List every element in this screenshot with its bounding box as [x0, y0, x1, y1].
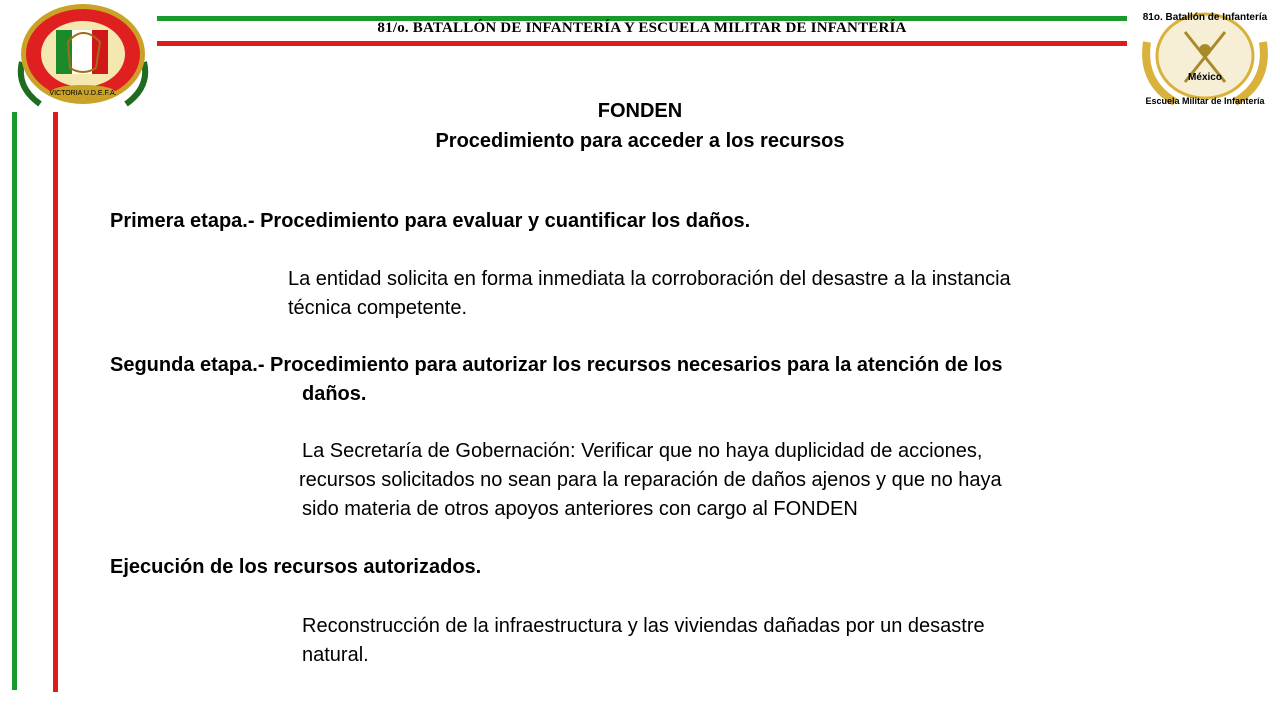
svg-text:VICTORIA U.D.E.F.A.: VICTORIA U.D.E.F.A. [49, 90, 117, 97]
first-stage-body-line-1: La entidad solicita en forma inmediata la corroboración del desastre a la instancia [288, 268, 1011, 290]
page-title: FONDEN [597, 100, 683, 122]
right-battalion-logo [1135, 2, 1275, 110]
second-stage-body-line-3: sido materia de otros apoyos anteriores con cargo al FONDEN [302, 498, 858, 520]
execution-heading: Ejecución de los recursos autorizados. [110, 556, 482, 578]
svg-text:México: México [1188, 72, 1222, 83]
execution-body-line-1: Reconstrucción de la infraestructura y las viviendas dañadas por un desastre [302, 615, 985, 637]
second-stage-body-line-2: recursos solicitados no sean para la reparación de daños ajenos y que no haya [299, 469, 1002, 491]
page-subtitle: Procedimiento para acceder a los recursos [435, 130, 845, 152]
svg-text:81o. Batallón de Infantería: 81o. Batallón de Infantería [1142, 12, 1268, 23]
first-stage-body-line-2: técnica competente. [288, 297, 467, 319]
left-red-bar [53, 112, 58, 692]
svg-text:Escuela Militar de Infantería: Escuela Militar de Infantería [1145, 96, 1265, 106]
header-title: 81/o. BATALLÓN DE INFANTERÍA Y ESCUELA MILITAR DE INFANTERÍA [377, 20, 907, 36]
left-emblem-logo [8, 2, 158, 114]
execution-body-line-2: natural. [302, 644, 369, 666]
second-stage-heading-cont: daños. [302, 383, 367, 405]
header-red-bar [157, 41, 1127, 46]
second-stage-heading: Segunda etapa.- Procedimiento para autorizar los recursos necesarios para la atención de los [110, 354, 1003, 376]
second-stage-body-line-1: La Secretaría de Gobernación: Verificar que no haya duplicidad de acciones, [302, 440, 983, 462]
first-stage-heading: Primera etapa.- Procedimiento para evaluar y cuantificar los daños. [110, 210, 751, 232]
left-green-bar [12, 112, 17, 690]
